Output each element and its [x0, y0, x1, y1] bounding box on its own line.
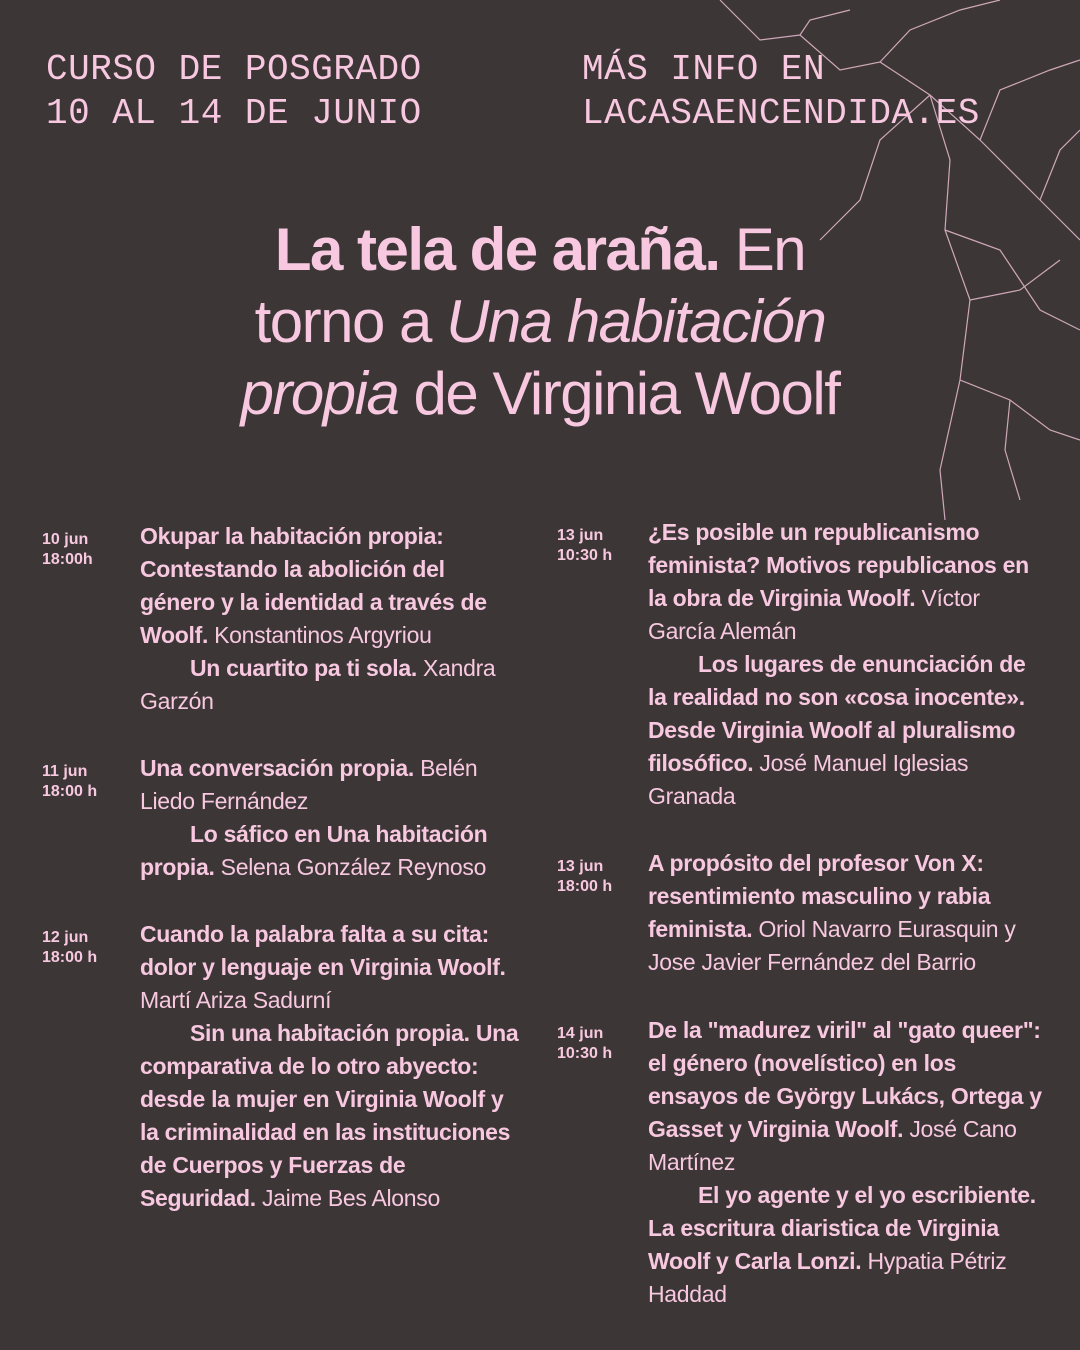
talk-item	[140, 1017, 525, 1215]
talk-item	[140, 818, 525, 884]
header-course-line2: 10 AL 14 DE JUNIO	[46, 93, 422, 134]
talk-title: Cuando la palabra falta a su cita: dolor y lenguaje en Virginia Woolf.	[140, 921, 506, 980]
talk-title: Los lugares de enunciación de la realidad no son «cosa inocente». Desde Virginia Woolf al pluralismo filosófico.	[648, 651, 1026, 776]
talk-author: Hypatia Pétriz Haddad	[648, 1248, 1007, 1307]
talk-item	[648, 648, 1043, 813]
talk-author: Konstantinos Argyriou	[208, 622, 432, 648]
session-datetime	[557, 857, 612, 897]
title-line2-plain: torno a	[254, 288, 447, 355]
talk-title: Sin una habitación propia. Una comparativa de lo otro abyecto: desde la mujer en Virginia Woolf y la criminalidad en las instituciones de Cuerpos y Fuerzas de Seguridad.	[140, 1020, 519, 1211]
session-date: 14 jun	[557, 1025, 604, 1042]
session-talks	[140, 918, 525, 1215]
title-line1-plain: En	[719, 216, 806, 283]
session-time: 10:30 h	[557, 547, 613, 564]
talk-author: José Cano Martínez	[648, 1116, 1017, 1175]
talk-author: José Manuel Iglesias Granada	[648, 750, 969, 809]
talk-author: Martí Ariza Sadurní	[140, 987, 332, 1013]
talk-item	[648, 847, 1043, 979]
title-line3-italic: propia	[240, 360, 399, 427]
session-talks	[648, 516, 1043, 813]
title-line3-plain: de Virginia Woolf	[398, 360, 840, 427]
header-info-line1: MÁS INFO EN	[582, 49, 826, 90]
session-datetime	[42, 762, 97, 802]
talk-author: Xandra Garzón	[140, 655, 496, 714]
talk-item	[648, 516, 1043, 648]
session-time: 10:30 h	[557, 1045, 613, 1062]
title-bold: La tela de araña.	[274, 216, 720, 283]
session-date: 11 jun	[42, 763, 88, 780]
page-title	[90, 214, 990, 430]
talk-item	[648, 1014, 1043, 1179]
header-info-url[interactable]: LACASAENCENDIDA.ES	[582, 93, 980, 134]
session-time: 18:00 h	[557, 878, 613, 895]
session-date: 10 jun	[42, 531, 89, 548]
session-time: 18:00 h	[42, 783, 98, 800]
session-date: 12 jun	[42, 929, 89, 946]
talk-item	[648, 1179, 1043, 1311]
talk-title: De la "madurez viril" al "gato queer": el género (novelístico) en los ensayos de György Lukács, Ortega y Gasset y Virginia Woolf.	[648, 1017, 1042, 1142]
session-datetime	[42, 928, 97, 968]
session-datetime	[557, 526, 612, 566]
session-talks	[140, 752, 525, 884]
talk-title: Una conversación propia.	[140, 755, 414, 781]
header-course-line1: CURSO DE POSGRADO	[46, 49, 422, 90]
session-time: 18:00 h	[42, 949, 98, 966]
session-talks	[140, 520, 525, 718]
talk-author: Víctor García Alemán	[648, 585, 980, 644]
talk-item	[140, 752, 525, 818]
talk-title: El yo agente y el yo escribiente. La escritura diaristica de Virginia Woolf y Carla Lonzi.	[648, 1182, 1036, 1274]
talk-title: Okupar la habitación propia: Contestando la abolición del género y la identidad a través de Woolf.	[140, 523, 487, 648]
talk-title: A propósito del profesor Von X: resentimiento masculino y rabia feminista.	[648, 850, 991, 942]
talk-item	[140, 918, 525, 1017]
session-talks	[648, 1014, 1043, 1311]
session-date: 13 jun	[557, 858, 604, 875]
session-date: 13 jun	[557, 527, 604, 544]
session-datetime	[42, 530, 93, 570]
session-datetime	[557, 1024, 612, 1064]
talk-author: Jaime Bes Alonso	[255, 1185, 440, 1211]
talk-title: Un cuartito pa ti sola.	[190, 655, 417, 681]
talk-title: Lo sáfico en Una habitación propia.	[140, 821, 488, 880]
session-time: 18:00h	[42, 551, 93, 568]
talk-title: ¿Es posible un republicanismo feminista? Motivos republicanos en la obra de Virginia Woolf.	[648, 519, 1029, 611]
title-line2-italic: Una habitación	[446, 288, 826, 355]
header-more-info	[582, 48, 980, 136]
talk-item	[140, 652, 525, 718]
talk-author: Oriol Navarro Eurasquin y Jose Javier Fernández del Barrio	[648, 916, 1016, 975]
talk-author: Belén Liedo Fernández	[140, 755, 478, 814]
talk-item	[140, 520, 525, 652]
header-course-info	[46, 48, 422, 136]
talk-author: Selena González Reynoso	[214, 854, 487, 880]
session-talks	[648, 847, 1043, 979]
